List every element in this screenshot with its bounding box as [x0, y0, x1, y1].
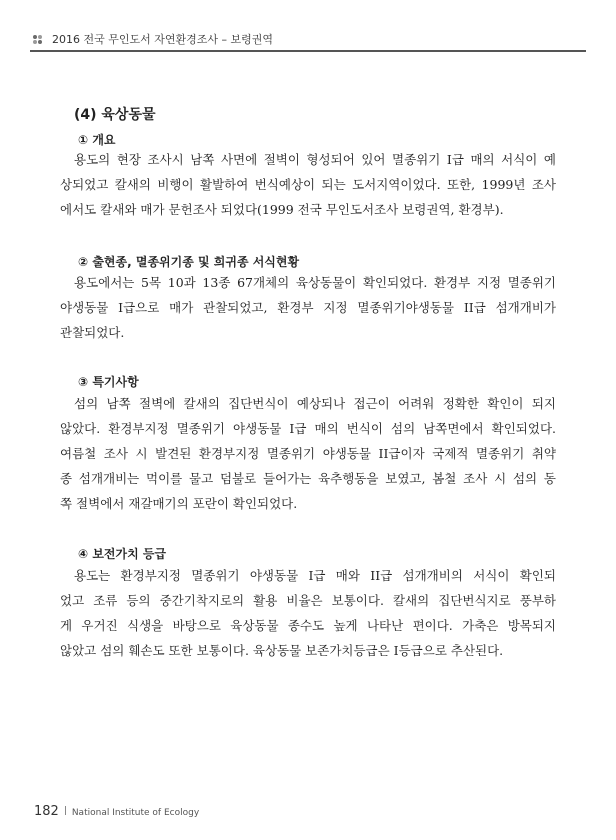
- dot-icon: [38, 35, 42, 39]
- text-line: 게 우거진 식생을 바탕으로 육상동물 종수도 높게 나타난 편이다. 가축은 방목되지: [60, 618, 556, 633]
- running-header: [30, 30, 586, 52]
- section-heading: (4) 육상동물: [74, 107, 156, 123]
- text-line: 섬의 남쪽 절벽에 칼새의 집단번식이 예상되나 접근이 어려워 정확한 확인이 되지: [74, 396, 556, 411]
- page-number: 182: [34, 804, 59, 819]
- dot-icon: [38, 40, 42, 44]
- dot-icon: [33, 40, 37, 44]
- subsection-title-overview: ① 개요: [78, 133, 116, 147]
- text-line: 었고 조류 등의 중간기착지로의 활용 비율은 보통이다. 칼새의 집단번식지로 풍부하: [60, 593, 556, 608]
- footer-organization: National Institute of Ecology: [71, 808, 200, 818]
- text-line: 종 섬개개비는 먹이를 물고 덤불로 들어가는 육추행동을 보였고, 봄철 조사 시 섬의 동: [60, 471, 556, 486]
- paragraph-species: [60, 270, 556, 345]
- text-line: 용도의 현장 조사시 남쪽 사면에 절벽이 형성되어 있어 멸종위기 I급 매의 서식이 예: [74, 152, 556, 167]
- dot-icon: [33, 35, 37, 39]
- header-title: 2016 전국 무인도서 자연환경조사 – 보령권역: [52, 33, 273, 46]
- text-line: 상되었고 칼새의 비행이 활발하여 번식예상이 되는 도서지역이었다. 또한, 1999년 조사: [60, 177, 556, 192]
- text-line: 관찰되었다.: [60, 325, 125, 340]
- subsection-title-species: ② 출현종, 멸종위기종 및 희귀종 서식현황: [78, 255, 300, 269]
- paragraph-conservation: [60, 563, 556, 663]
- text-line: 야생동물 I급으로 매가 관찰되었고, 환경부 지정 멸종위기야생동물 II급 섬개개비가: [60, 300, 556, 315]
- page-footer: [34, 800, 199, 819]
- subsection-title-notes: ③ 특기사항: [78, 375, 139, 389]
- paragraph-overview: [60, 147, 556, 222]
- text-line: 쪽 절벽에서 재갈매기의 포란이 확인되었다.: [60, 496, 298, 511]
- subsection-title-conservation: ④ 보전가치 등급: [78, 547, 167, 561]
- text-line: 에서도 칼새와 매가 문헌조사 되었다(1999 전국 무인도서조사 보령권역, 환경부).: [60, 202, 504, 217]
- text-line: 여름철 조사 시 발견된 환경부지정 멸종위기 야생동물 II급이자 국제적 멸종위기 취약: [60, 446, 556, 461]
- text-line: 않았다. 환경부지정 멸종위기 야생동물 I급 매의 번식이 섬의 남쪽면에서 확인되었다.: [60, 421, 556, 436]
- footer-divider: [65, 806, 66, 815]
- paragraph-notes: [60, 391, 556, 516]
- text-line: 용도에서는 5목 10과 13종 67개체의 육상동물이 확인되었다. 환경부 지정 멸종위기: [74, 275, 556, 290]
- header-dots-icon: [33, 35, 47, 45]
- text-line: 않았고 섬의 훼손도 또한 보통이다. 육상동물 보존가치등급은 I등급으로 추산된다.: [60, 643, 504, 658]
- text-line: 용도는 환경부지정 멸종위기 야생동물 I급 매와 II급 섬개개비의 서식이 확인되: [74, 568, 556, 583]
